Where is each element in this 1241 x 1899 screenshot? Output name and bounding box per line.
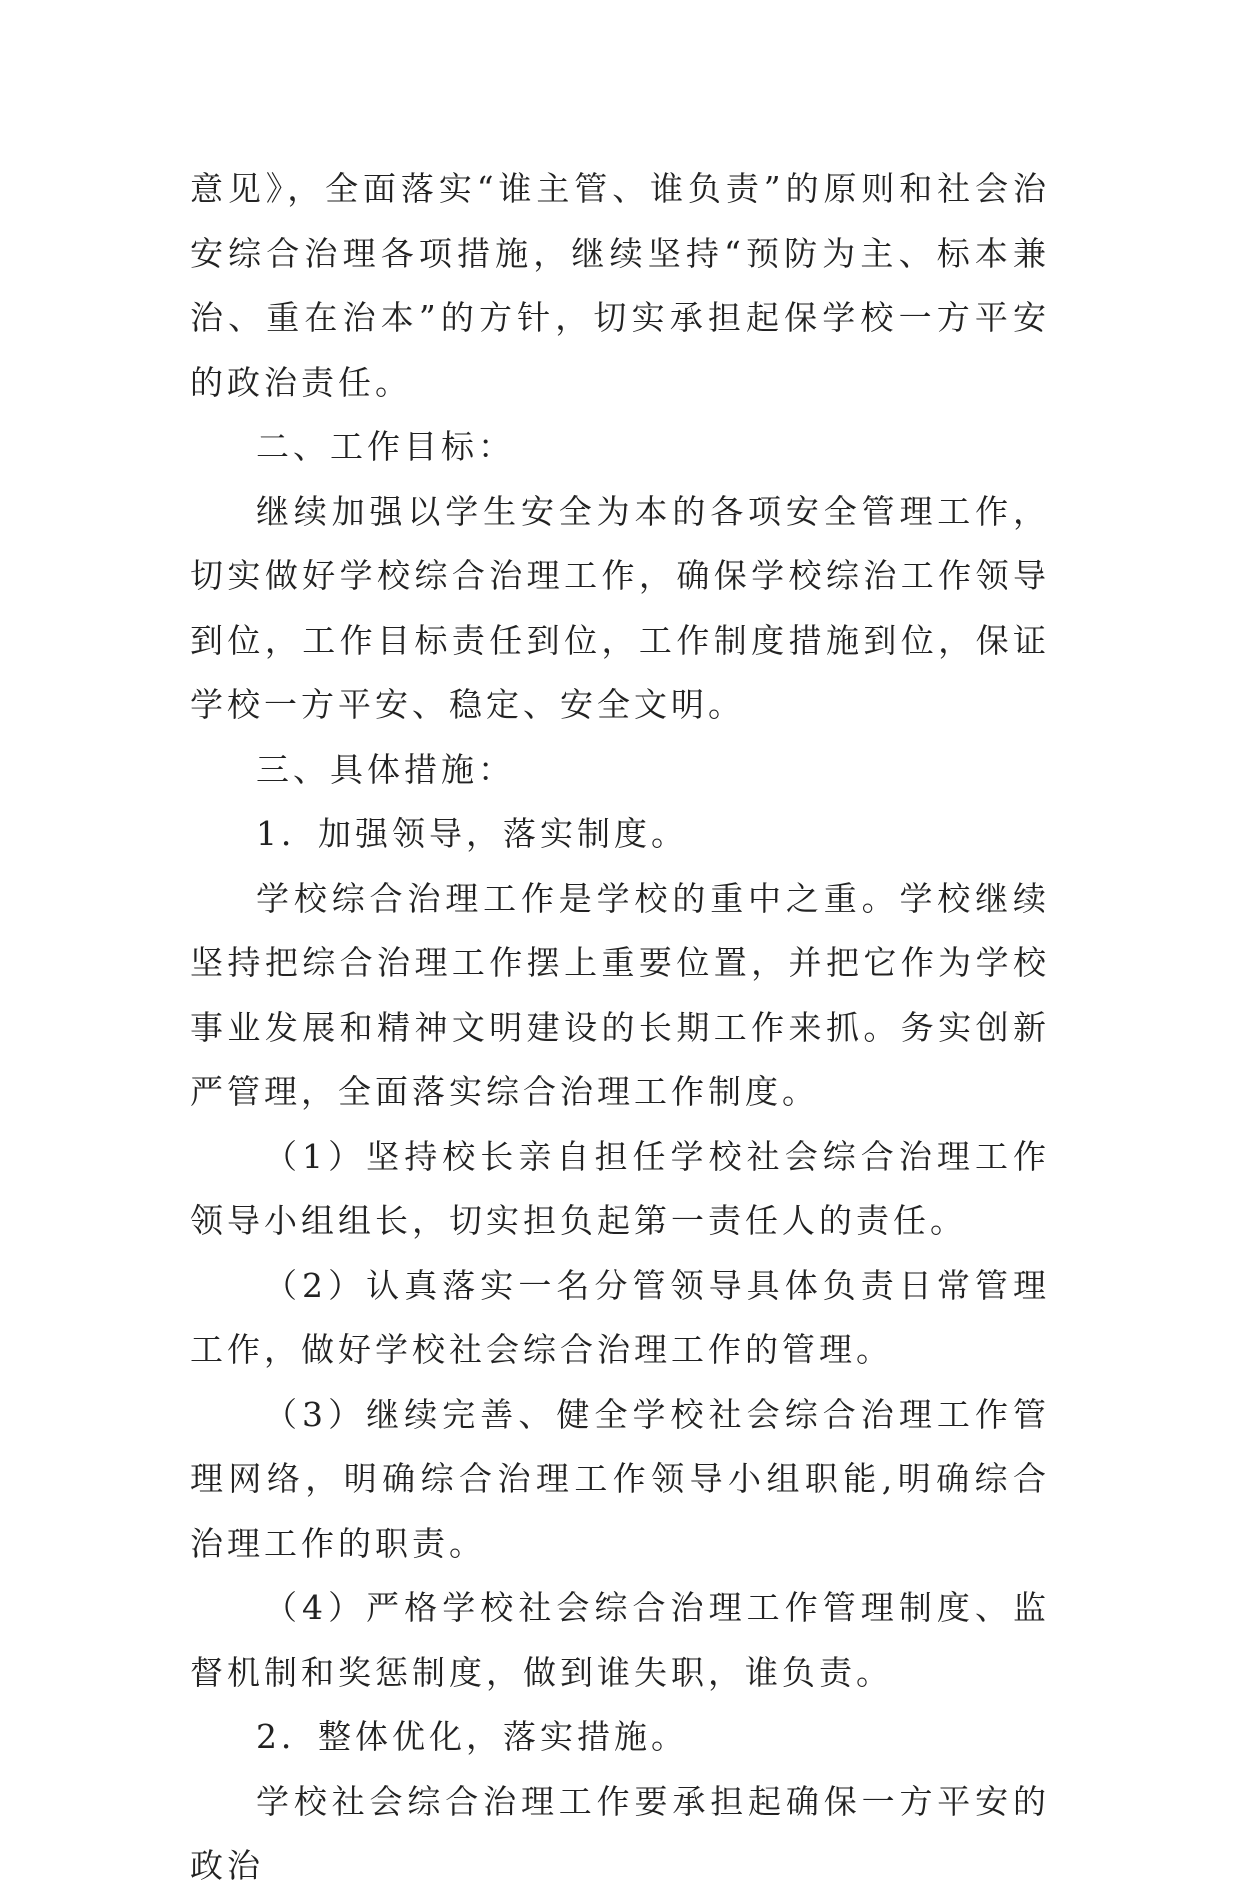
- paragraph-leadership: 学校综合治理工作是学校的重中之重。学校继续坚持把综合治理工作摆上重要位置，并把它作为学校事业发展和精神文明建设的长期工作来抓。务实创新严管理，全面落实综合治理工作制度。: [190, 878, 1050, 1111]
- list-item-4: （4）严格学校社会综合治理工作管理制度、监督机制和奖惩制度，做到谁失职，谁负责。: [190, 1588, 1050, 1692]
- paragraph-goals: 继续加强以学生安全为本的各项安全管理工作，切实做好学校综合治理工作，确保学校综治工作领导到位，工作目标责任到位，工作制度措施到位，保证学校一方平安、稳定、安全文明。: [190, 491, 1050, 724]
- subheading-optimization: 2．整体优化，落实措施。: [256, 1717, 688, 1756]
- document-body: [190, 157, 1050, 1899]
- list-item-2: （2）认真落实一名分管领导具体负责日常管理工作，做好学校社会综合治理工作的管理。: [190, 1265, 1050, 1369]
- paragraph-optimization: 学校社会综合治理工作要承担起确保一方平安的政治: [190, 1781, 1050, 1885]
- section-heading-goals: 二、工作目标：: [256, 427, 515, 466]
- paragraph-continuation: 意见》，全面落实“谁主管、谁负责”的原则和社会治安综合治理各项措施，继续坚持“预防为主、标本兼治、重在治本”的方针，切实承担起保学校一方平安的政治责任。: [190, 169, 1050, 402]
- list-item-3: （3）继续完善、健全学校社会综合治理工作管理网络，明确综合治理工作领导小组职能,明确综合治理工作的职责。: [190, 1394, 1050, 1563]
- subheading-leadership: 1．加强领导，落实制度。: [256, 814, 688, 853]
- list-item-1: （1）坚持校长亲自担任学校社会综合治理工作领导小组组长，切实担负起第一责任人的责任。: [190, 1136, 1050, 1240]
- section-heading-measures: 三、具体措施：: [256, 749, 515, 789]
